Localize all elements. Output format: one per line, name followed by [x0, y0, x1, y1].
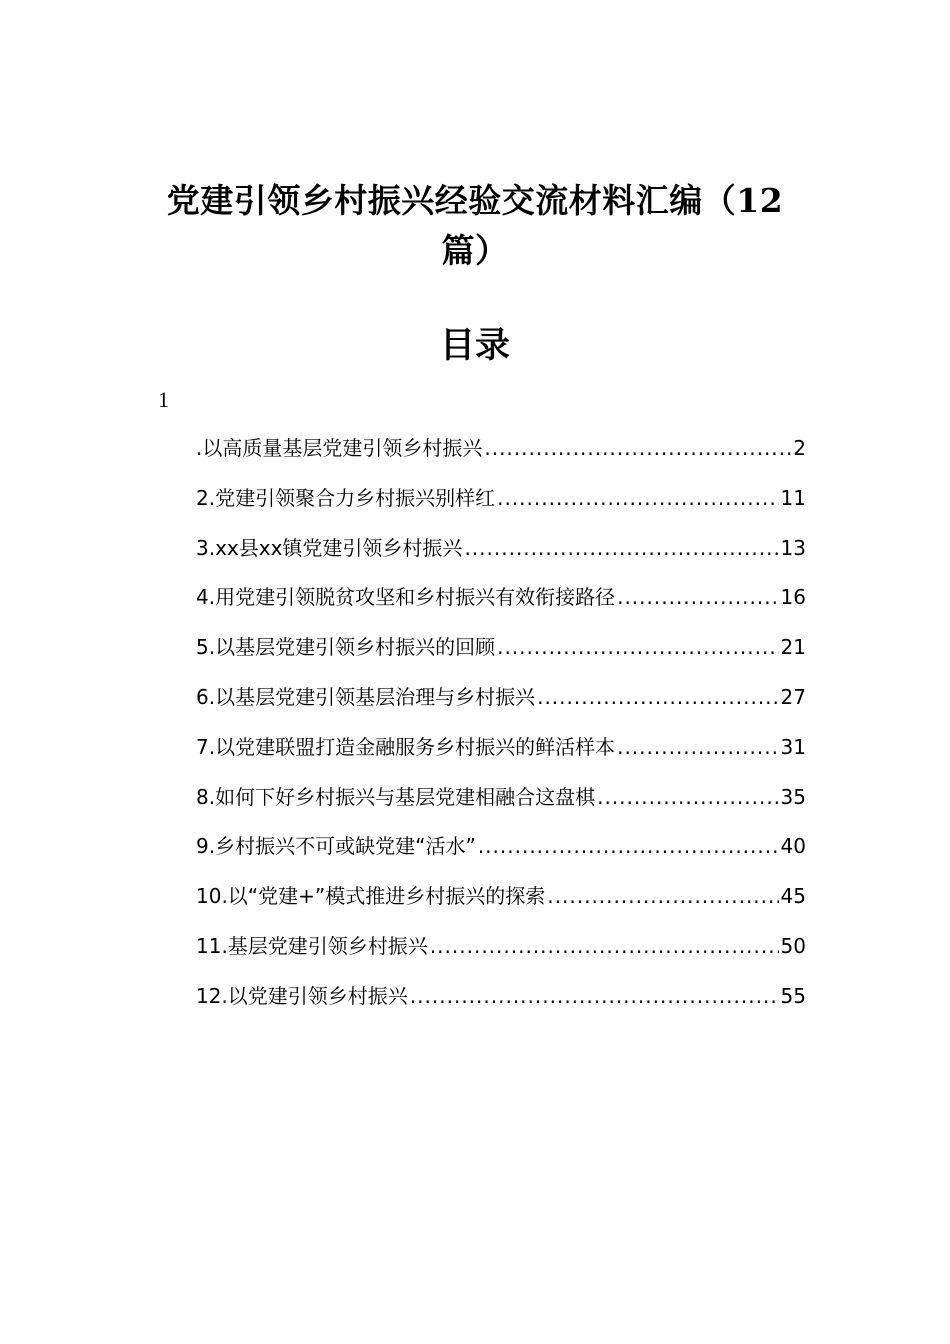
toc-entry-3[interactable] [196, 531, 806, 581]
dot-leader [617, 580, 778, 614]
document-title: 党建引领乡村振兴经验交流材料汇编（12篇） [166, 181, 784, 270]
toc-entry-title: 6.以基层党建引领基层治理与乡村振兴 [196, 684, 536, 709]
toc-entry-page: 11 [780, 485, 806, 510]
toc-entry-title: 7.以党建联盟打造金融服务乡村振兴的鲜活样本 [196, 734, 616, 759]
dot-leader [497, 481, 778, 515]
toc-entry-page: 31 [780, 734, 806, 759]
dot-leader [410, 979, 779, 1013]
toc-entry-10[interactable] [196, 879, 806, 929]
toc-entry-4[interactable] [196, 580, 806, 630]
toc-entry-page: 16 [780, 585, 806, 610]
toc-entry-1[interactable] [196, 431, 806, 481]
dot-leader [597, 780, 778, 814]
toc-entry-title: 11.基层党建引领乡村振兴 [196, 933, 428, 958]
dot-leader [484, 431, 791, 465]
toc-entry-9[interactable] [196, 829, 806, 879]
toc-entry-page: 27 [780, 684, 806, 709]
toc-entry-title: 2.党建引领聚合力乡村振兴别样红 [196, 485, 496, 510]
dot-leader [547, 879, 778, 913]
dot-leader [537, 680, 778, 714]
toc-entry-title: 3.xx县xx镇党建引领乡村振兴 [196, 535, 463, 560]
toc-entry-page: 13 [780, 535, 806, 560]
toc-entry-2[interactable] [196, 481, 806, 531]
toc-entry-7[interactable] [196, 730, 806, 780]
toc-entry-title: 8.如何下好乡村振兴与基层党建相融合这盘棋 [196, 784, 596, 809]
toc-entry-title: .以高质量基层党建引领乡村振兴 [196, 436, 483, 460]
toc-entry-page: 2 [793, 436, 806, 460]
toc-heading: 目录 [439, 325, 510, 366]
toc-entry-page: 50 [780, 933, 806, 958]
toc-entry-8[interactable] [196, 780, 806, 830]
table-of-contents [196, 431, 806, 1029]
toc-entry-title: 12.以党建引领乡村振兴 [196, 983, 408, 1008]
toc-entry-page: 45 [780, 884, 806, 909]
toc-entry-page: 21 [780, 635, 806, 660]
toc-entry-6[interactable] [196, 680, 806, 730]
dot-leader [478, 829, 779, 863]
toc-entry-11[interactable] [196, 929, 806, 979]
toc-entry-page: 40 [780, 834, 806, 859]
dot-leader [430, 929, 779, 963]
toc-entry-title: 4.用党建引领脱贫攻坚和乡村振兴有效衔接路径 [196, 585, 616, 610]
toc-entry-12[interactable] [196, 979, 806, 1029]
toc-entry-title: 10.以“党建+”模式推进乡村振兴的探索 [196, 884, 546, 909]
toc-entry-page: 55 [780, 983, 806, 1008]
dot-leader [464, 531, 778, 565]
toc-entry-5[interactable] [196, 630, 806, 680]
stray-number: 1 [158, 387, 169, 412]
toc-entry-page: 35 [780, 784, 806, 809]
toc-entry-title: 9.乡村振兴不可或缺党建“活水” [196, 834, 476, 859]
dot-leader [497, 630, 778, 664]
dot-leader [617, 730, 778, 764]
toc-entry-title: 5.以基层党建引领乡村振兴的回顾 [196, 635, 496, 660]
